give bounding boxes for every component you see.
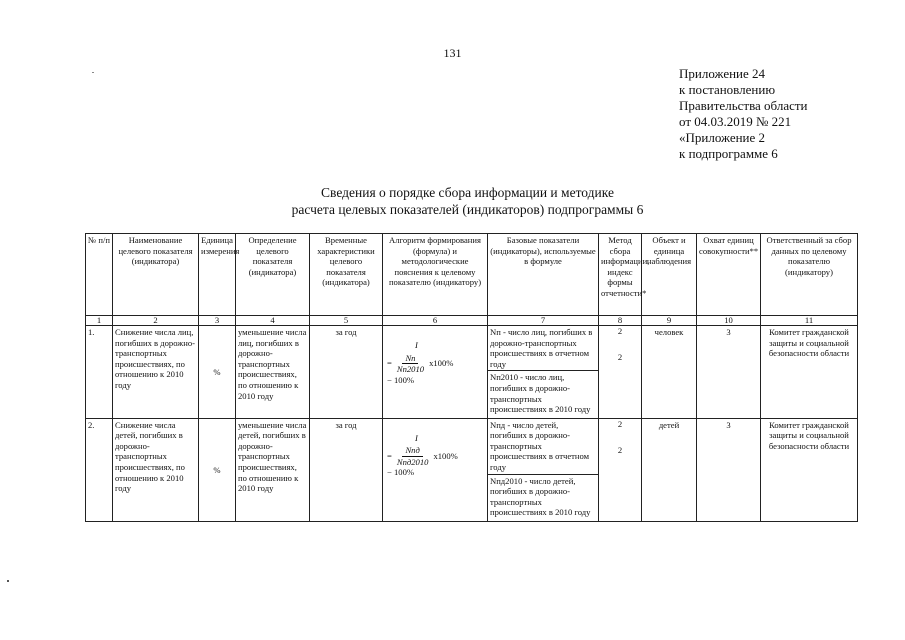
row-number: 2.	[86, 418, 113, 521]
formula-cell	[383, 418, 488, 521]
formula-multiplier: x100%	[433, 450, 458, 461]
column-number: 9	[642, 316, 697, 326]
coverage-cell: 3	[697, 418, 761, 521]
column-number: 10	[697, 316, 761, 326]
appendix-line: Правительства области	[679, 98, 808, 113]
time-cell: за год	[310, 418, 383, 521]
appendix-line: «Приложение 2	[679, 130, 766, 145]
header-cell: № п/п	[86, 234, 113, 316]
indicator-name: Снижение числа детей, погибших в дорожно-транспортных происшествиях, по отношению к 2010 году	[113, 418, 199, 521]
column-number: 2	[113, 316, 199, 326]
base-indicator-2010: Nпд2010 - число детей, погибших в дорожно-транспортных происшествиях в 2010 году	[490, 475, 591, 518]
row-number: 1.	[86, 326, 113, 419]
header-cell: Алгоритм формирования (формула) и методологические пояснения к целевому показателю (индикатору)	[383, 234, 488, 316]
formula-eq: =	[387, 450, 392, 461]
coverage-cell: 3	[697, 326, 761, 419]
responsible-cell: Комитет гражданской защиты и социальной безопасности области	[761, 326, 858, 419]
responsible-cell: Комитет гражданской защиты и социальной безопасности области	[761, 418, 858, 521]
definition-cell: уменьшение числа детей, погибших в дорожно-транспортных происшествиях, по отношению к 2010 году	[236, 418, 310, 521]
formula-lhs: I	[415, 340, 418, 350]
column-number: 3	[199, 316, 236, 326]
column-number: 8	[599, 316, 642, 326]
base-indicator-current: Nп - число лиц, погибших в дорожно-транспортных происшествиях в отчетном году	[488, 326, 598, 371]
header-cell: Ответственный за сбор данных по целевому показателю (индикатору)	[761, 234, 858, 316]
formula-cell	[383, 326, 488, 419]
title-line-2: расчета целевых показателей (индикаторов) подпрограммы 6	[291, 202, 644, 217]
method-2010: 2	[617, 444, 623, 455]
column-number: 6	[383, 316, 488, 326]
unit-cell: %	[199, 418, 236, 521]
header-cell: Объект и единица наблюдения	[642, 234, 697, 316]
formula-denominator: Nп2010	[396, 364, 425, 375]
formula-multiplier: x100%	[429, 358, 454, 369]
method-cell	[599, 326, 642, 419]
object-cell: детей	[642, 418, 697, 521]
header-cell: Метод сбора информации, индекс формы отчетности*	[599, 234, 642, 316]
formula-expression	[387, 445, 483, 467]
formula-numerator: Nпд	[402, 445, 422, 457]
base-indicator-2010: Nп2010 - число лиц, погибших в дорожно-транспортных происшествиях в 2010 году	[490, 372, 591, 415]
header-cell: Временные характеристики целевого показателя (индикатора)	[310, 234, 383, 316]
header-cell: Определение целевого показателя (индикатора)	[236, 234, 310, 316]
table-row	[86, 326, 858, 419]
formula-expression	[387, 353, 483, 375]
table-row	[86, 418, 858, 521]
header-cell: Наименование целевого показателя (индикатора)	[113, 234, 199, 316]
indicator-name: Снижение числа лиц, погибших в дорожно-транспортных происшествиях, по отношению к 2010 году	[113, 326, 199, 419]
base-indicators-cell	[488, 418, 599, 521]
formula-tail: − 100%	[387, 467, 415, 478]
appendix-line: Приложение 24	[679, 66, 766, 81]
indicators-table	[85, 233, 858, 522]
time-cell: за год	[310, 326, 383, 419]
unit-cell: %	[199, 326, 236, 419]
header-cell: Единица измерения	[199, 234, 236, 316]
appendix-line: к постановлению	[679, 82, 776, 97]
document-title	[0, 184, 905, 218]
base-indicators-cell	[488, 326, 599, 419]
column-number: 11	[761, 316, 858, 326]
scan-speck	[92, 72, 94, 73]
appendix-note	[679, 66, 808, 162]
column-number: 5	[310, 316, 383, 326]
column-number-row	[86, 316, 858, 326]
method-current: 2	[617, 326, 623, 336]
method-cell	[599, 418, 642, 521]
definition-cell: уменьшение числа лиц, погибших в дорожно-транспортных происшествиях, по отношению к 2010 году	[236, 326, 310, 419]
appendix-line: к подпрограмме 6	[679, 146, 778, 161]
method-current: 2	[617, 418, 623, 429]
table-header-row	[86, 234, 858, 316]
formula-fraction	[394, 445, 432, 467]
column-number: 4	[236, 316, 310, 326]
column-number: 7	[488, 316, 599, 326]
formula-lhs: I	[415, 432, 418, 443]
formula-tail: − 100%	[387, 374, 415, 385]
title-line-1: Сведения о порядке сбора информации и методике	[321, 185, 614, 200]
page-number: 131	[443, 46, 462, 60]
header-cell: Базовые показатели (индикаторы), используемые в формуле	[488, 234, 599, 316]
header-cell: Охват единиц совокупности**	[697, 234, 761, 316]
formula-eq: =	[387, 358, 392, 369]
formula-denominator: Nпд2010	[396, 456, 429, 467]
appendix-line: от 04.03.2019 № 221	[679, 114, 792, 129]
base-indicator-current: Nпд - число детей, погибших в дорожно-транспортных происшествиях в отчетном году	[488, 419, 598, 475]
column-number: 1	[86, 316, 113, 326]
scan-speck	[7, 580, 9, 582]
formula-numerator: Nп	[402, 353, 418, 365]
object-cell: человек	[642, 326, 697, 419]
method-2010: 2	[617, 352, 623, 362]
formula-fraction	[394, 353, 427, 375]
